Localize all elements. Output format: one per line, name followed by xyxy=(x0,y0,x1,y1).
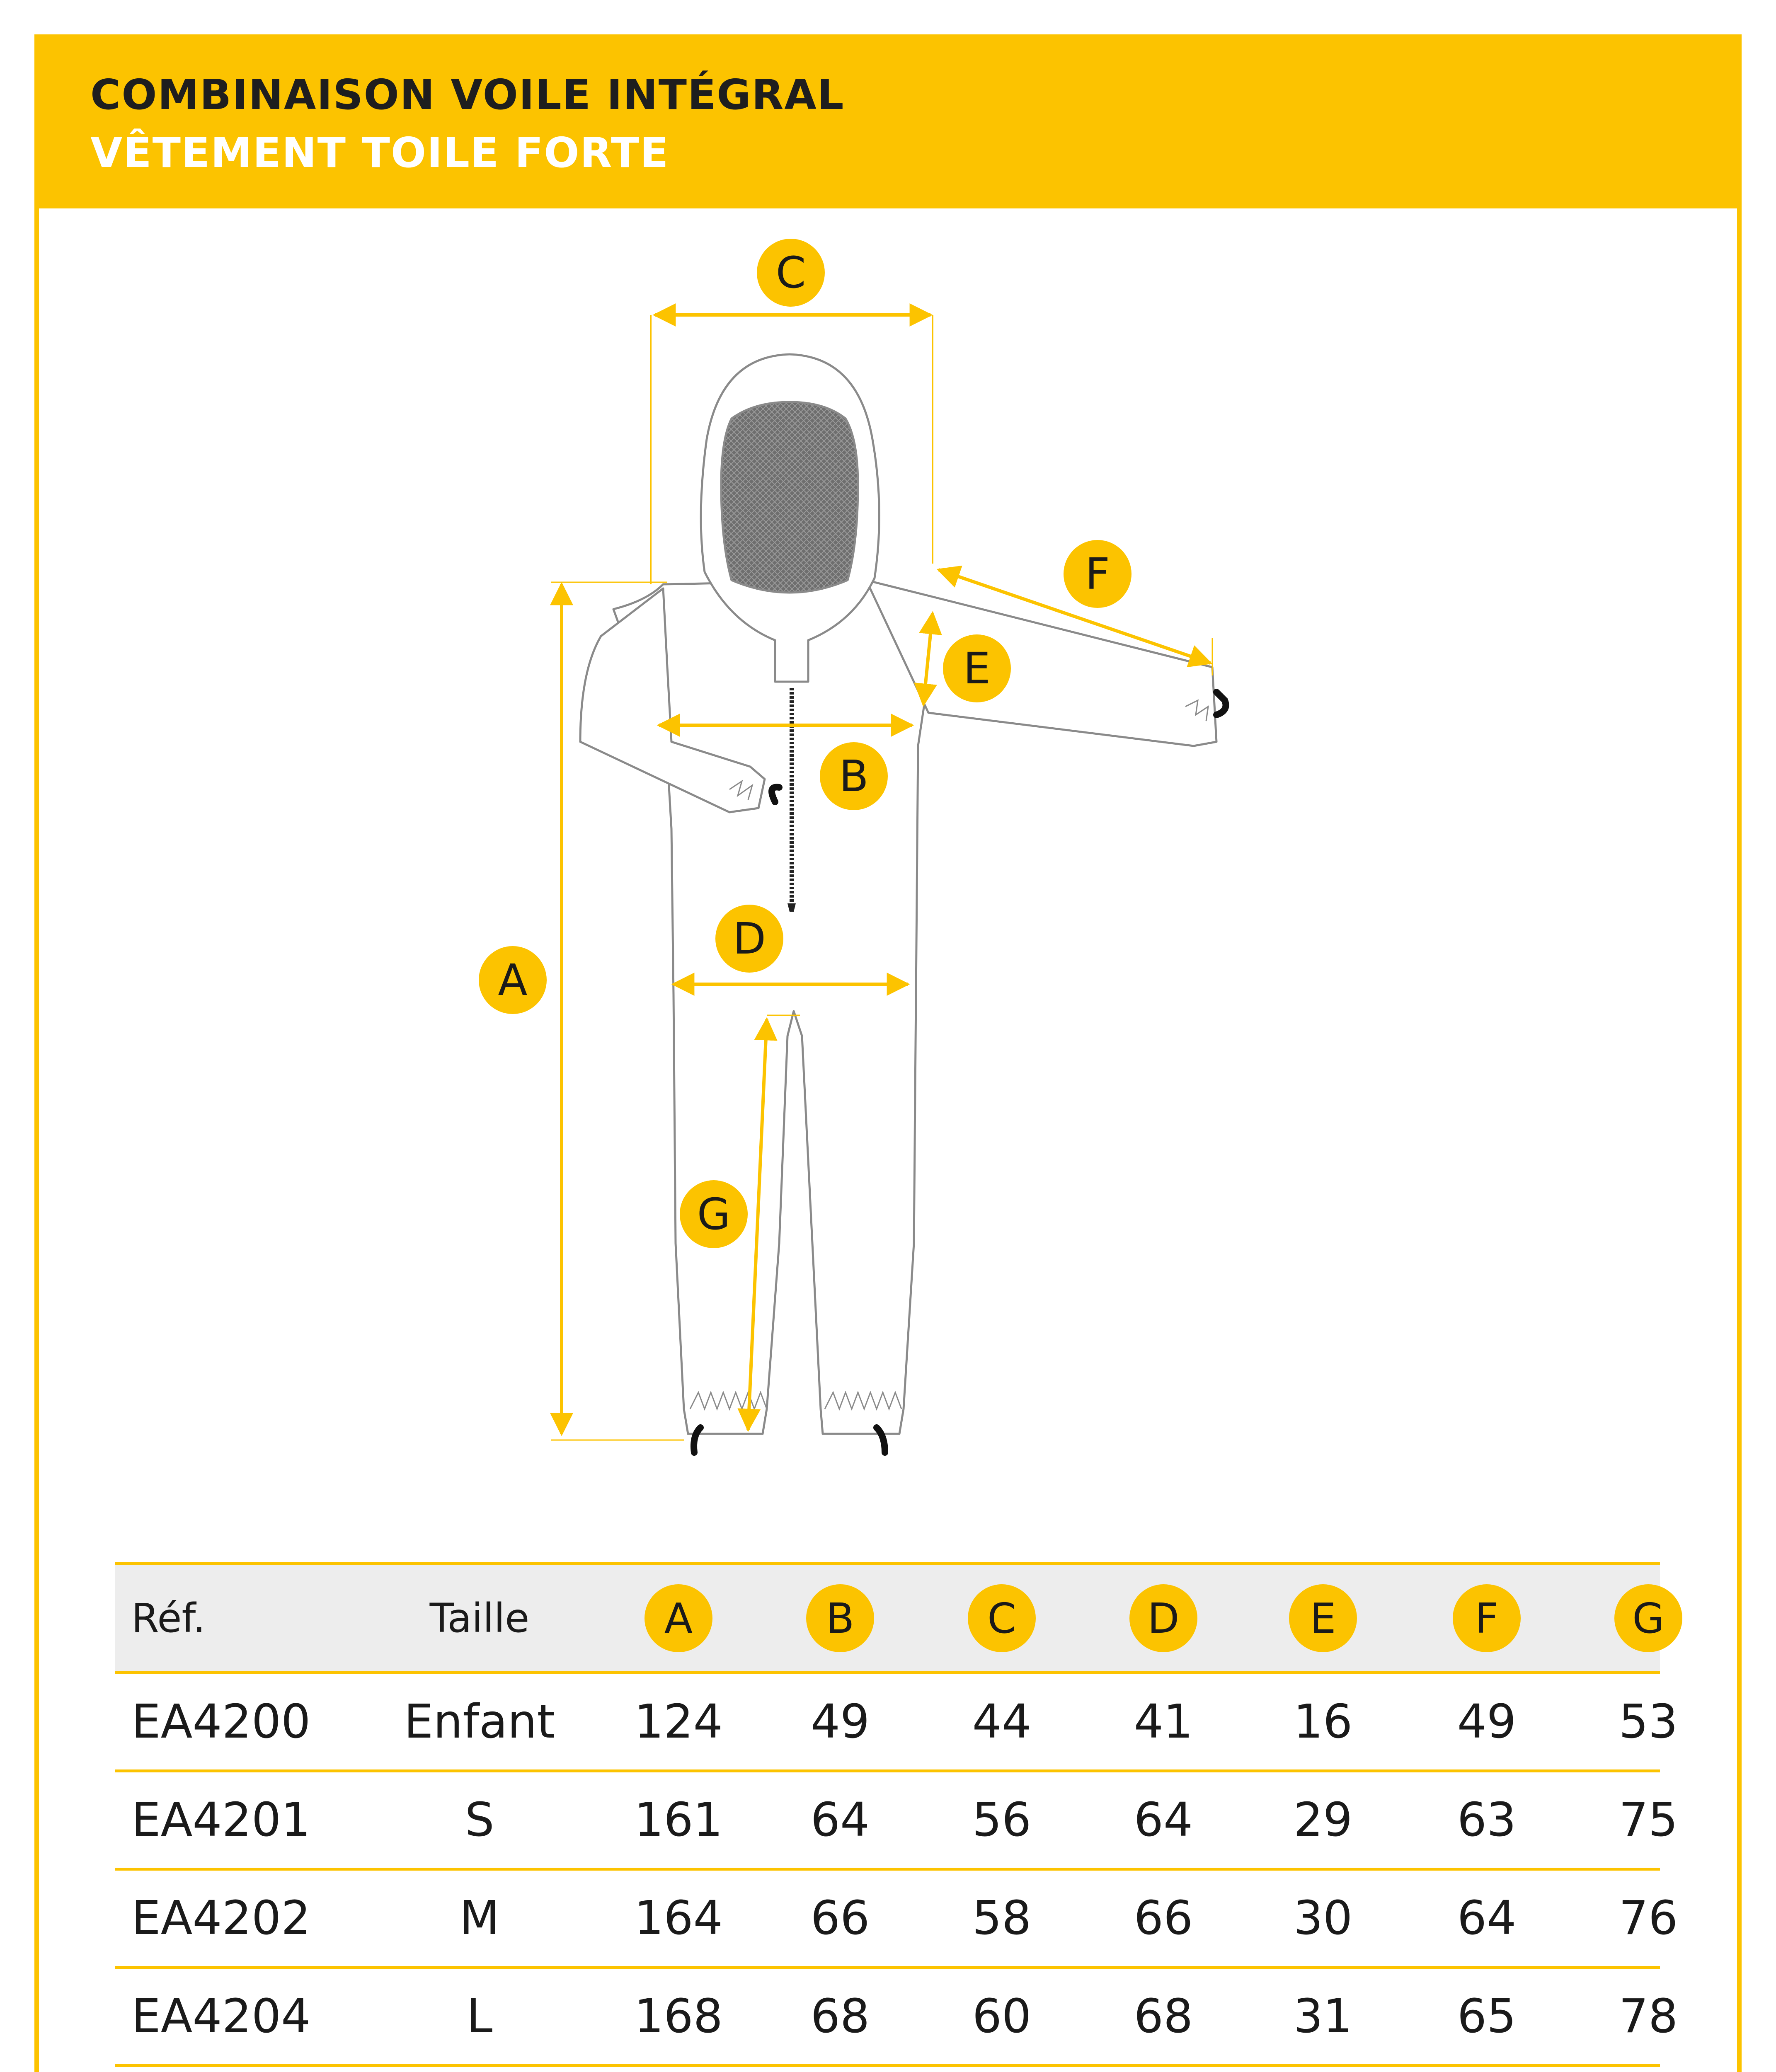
cell-taille xyxy=(372,2067,587,2072)
label-badge-b xyxy=(820,742,888,810)
header-badge-f: F xyxy=(1453,1584,1521,1652)
cell-taille: Enfant xyxy=(404,1695,555,1749)
header-ref: Réf. xyxy=(131,1595,206,1641)
cell-taille: M xyxy=(459,1891,500,1945)
cell-e: 29 xyxy=(1293,1793,1353,1847)
cell-g: 76 xyxy=(1619,1891,1678,1945)
label-d: D xyxy=(732,913,766,964)
cell-taille: L xyxy=(466,1990,493,2043)
cell-c: 56 xyxy=(972,1793,1032,1847)
label-g: G xyxy=(697,1189,731,1239)
cell-c: 60 xyxy=(972,1990,1032,2043)
cell-d: 68 xyxy=(1134,1990,1193,2043)
cell-d: 41 xyxy=(1134,1695,1193,1749)
table-row xyxy=(115,1674,1678,1772)
cell-f: 63 xyxy=(1457,1793,1517,1847)
header-badge-a: A xyxy=(644,1584,712,1652)
header-badge-d: D xyxy=(1129,1584,1197,1652)
cell-a: 164 xyxy=(634,1891,723,1945)
cell-b: 68 xyxy=(810,1990,870,2043)
header-badge-b: B xyxy=(806,1584,874,1652)
label-f: F xyxy=(1085,549,1110,599)
cell-f: 49 xyxy=(1457,1695,1517,1749)
header-taille: Taille xyxy=(429,1595,530,1641)
cell-a: 124 xyxy=(634,1695,723,1749)
cell-a xyxy=(608,2067,749,2072)
cell-d xyxy=(1093,2067,1234,2072)
cell-e: 16 xyxy=(1293,1695,1353,1749)
label-badge-f xyxy=(1064,540,1132,608)
header-badge-c: C xyxy=(968,1584,1036,1652)
cell-taille: S xyxy=(465,1793,494,1847)
suit-outline xyxy=(580,354,1216,1434)
label-badge-g xyxy=(680,1180,748,1248)
table-header-row xyxy=(115,1562,1665,1674)
cell-e: 30 xyxy=(1293,1891,1353,1945)
cell-d: 66 xyxy=(1134,1891,1193,1945)
cell-f xyxy=(1416,2067,1557,2072)
cell-f: 65 xyxy=(1457,1990,1517,2043)
cell-f: 64 xyxy=(1457,1891,1517,1945)
header-badge-e: E xyxy=(1289,1584,1357,1652)
label-badge-e xyxy=(943,634,1011,702)
cell-e xyxy=(1253,2067,1393,2072)
cell-ref xyxy=(131,2067,363,2072)
page-title: COMBINAISON VOILE INTÉGRAL xyxy=(90,70,845,119)
size-table xyxy=(115,1562,1678,2072)
cell-a: 168 xyxy=(634,1990,723,2043)
cell-ref: EA4201 xyxy=(131,1793,311,1847)
cell-ref: EA4200 xyxy=(131,1695,311,1749)
cell-c: 44 xyxy=(972,1695,1032,1749)
header-badge-g: G xyxy=(1614,1584,1682,1652)
label-badge-c xyxy=(757,239,825,307)
page-subtitle: VÊTEMENT TOILE FORTE xyxy=(90,128,669,177)
cell-b: 49 xyxy=(810,1695,870,1749)
cell-d: 64 xyxy=(1134,1793,1193,1847)
cell-ref: EA4202 xyxy=(131,1891,311,1945)
table-row xyxy=(115,1871,1678,1969)
cell-g: 78 xyxy=(1619,1990,1678,2043)
cell-ref: EA4204 xyxy=(131,1990,311,2043)
cell-c: 58 xyxy=(972,1891,1032,1945)
label-c: C xyxy=(775,247,806,298)
cell-b xyxy=(770,2067,911,2072)
cell-g xyxy=(1578,2067,1719,2072)
label-a: A xyxy=(498,955,528,1005)
table-row xyxy=(115,2067,1660,2072)
cell-b: 64 xyxy=(810,1793,870,1847)
suit-veil xyxy=(721,402,858,593)
cell-b: 66 xyxy=(810,1891,870,1945)
table-row xyxy=(115,1969,1678,2067)
cell-c xyxy=(931,2067,1072,2072)
cell-g: 53 xyxy=(1619,1695,1678,1749)
cell-g: 75 xyxy=(1619,1793,1678,1847)
label-b: B xyxy=(839,751,869,801)
label-badge-d xyxy=(715,905,783,973)
cell-e: 31 xyxy=(1293,1990,1353,2043)
cell-a: 161 xyxy=(634,1793,723,1847)
table-row xyxy=(115,1772,1678,1871)
label-badge-a xyxy=(479,946,547,1014)
label-e: E xyxy=(963,643,991,694)
